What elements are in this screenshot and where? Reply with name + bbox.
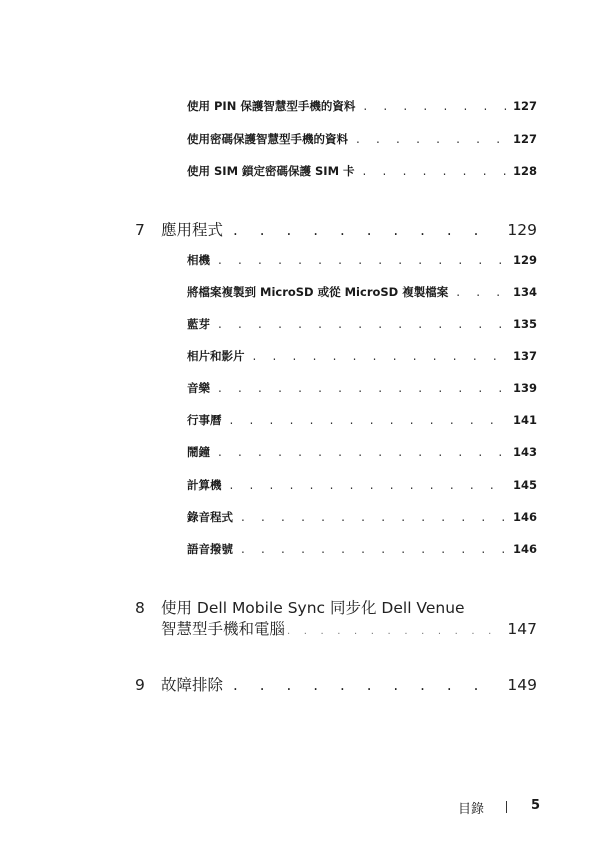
toc-entry[interactable] <box>187 444 537 464</box>
chapter-number: 8 <box>135 599 145 617</box>
toc-entry-title: 相機 <box>187 253 210 267</box>
chapter-number: 7 <box>135 221 145 239</box>
dot-leader <box>241 510 507 524</box>
toc-entry-page: 141 <box>512 413 537 427</box>
toc-entry-page: 127 <box>512 99 537 113</box>
dot-leader <box>218 445 507 459</box>
toc-entry-title: 音樂 <box>187 381 210 395</box>
toc-entry-title: 使用密碼保護智慧型手機的資料 <box>187 132 348 146</box>
toc-entry[interactable] <box>187 252 537 272</box>
toc-entry-page: 143 <box>512 445 537 459</box>
dot-leader <box>456 285 507 299</box>
toc-chapter-8[interactable] <box>135 596 537 639</box>
toc-entry[interactable] <box>187 412 537 432</box>
toc-entry-title: 將檔案複製到 MicroSD 或從 MicroSD 複製檔案 <box>187 285 449 299</box>
footer-page-number: 5 <box>531 798 541 813</box>
toc-entry-title: 使用 PIN 保護智慧型手機的資料 <box>187 99 356 113</box>
chapter-title: 故障排除 <box>161 676 224 694</box>
chapter-page: 129 <box>507 221 537 239</box>
toc-entry[interactable] <box>187 477 537 497</box>
chapter-title-line2: 智慧型手機和電腦 <box>161 620 286 638</box>
footer-separator <box>506 801 507 813</box>
toc-chapter-7[interactable] <box>135 218 537 240</box>
dot-leader <box>233 676 501 694</box>
toc-entry-page: 135 <box>512 317 537 331</box>
chapter-title-line1: 使用 Dell Mobile Sync 同步化 Dell Venue <box>161 599 465 617</box>
toc-entry-title: 相片和影片 <box>187 349 245 363</box>
toc-entry[interactable] <box>187 163 537 183</box>
toc-entry-title: 鬧鐘 <box>187 445 210 459</box>
toc-chapter-9[interactable] <box>135 673 537 695</box>
toc-entry[interactable] <box>187 131 537 151</box>
toc-entry[interactable] <box>187 284 537 304</box>
dot-leader <box>356 132 507 146</box>
toc-entry-page: 146 <box>512 542 537 556</box>
toc-entry[interactable] <box>187 509 537 529</box>
toc-entry[interactable] <box>187 541 537 561</box>
toc-entry-title: 語音撥號 <box>187 542 233 556</box>
chapter-page: 147 <box>507 620 537 638</box>
toc-entry[interactable] <box>187 348 537 368</box>
chapter-title: 應用程式 <box>161 221 224 239</box>
toc-entry-title: 使用 SIM 鎖定密碼保護 SIM 卡 <box>187 164 355 178</box>
toc-entry-page: 139 <box>512 381 537 395</box>
dot-leader <box>241 542 507 556</box>
dot-leader <box>218 253 507 267</box>
dot-leader <box>363 164 507 178</box>
chapter-page: 149 <box>507 676 537 694</box>
toc-entry-page: 129 <box>512 253 537 267</box>
dot-leader <box>253 349 507 363</box>
dot-leader <box>218 381 507 395</box>
chapter-number: 9 <box>135 676 145 694</box>
dot-leader <box>230 478 507 492</box>
toc-entry-title: 藍芽 <box>187 317 210 331</box>
dot-leader <box>233 221 501 239</box>
toc-entry-page: 127 <box>512 132 537 146</box>
toc-entry-page: 134 <box>512 285 537 299</box>
footer-label: 目錄 <box>458 802 485 817</box>
toc-entry-title: 計算機 <box>187 478 222 492</box>
toc-entry[interactable] <box>187 98 537 118</box>
toc-entry-title: 行事曆 <box>187 413 222 427</box>
dot-leader <box>287 626 501 637</box>
toc-entry[interactable] <box>187 316 537 336</box>
dot-leader <box>230 413 507 427</box>
toc-entry[interactable] <box>187 380 537 400</box>
toc-entry-page: 128 <box>512 164 537 178</box>
page-footer <box>0 798 613 818</box>
toc-entry-title: 錄音程式 <box>187 510 233 524</box>
dot-leader <box>363 99 507 113</box>
toc-entry-page: 145 <box>512 478 537 492</box>
toc-entry-page: 137 <box>512 349 537 363</box>
toc-entry-page: 146 <box>512 510 537 524</box>
dot-leader <box>218 317 507 331</box>
